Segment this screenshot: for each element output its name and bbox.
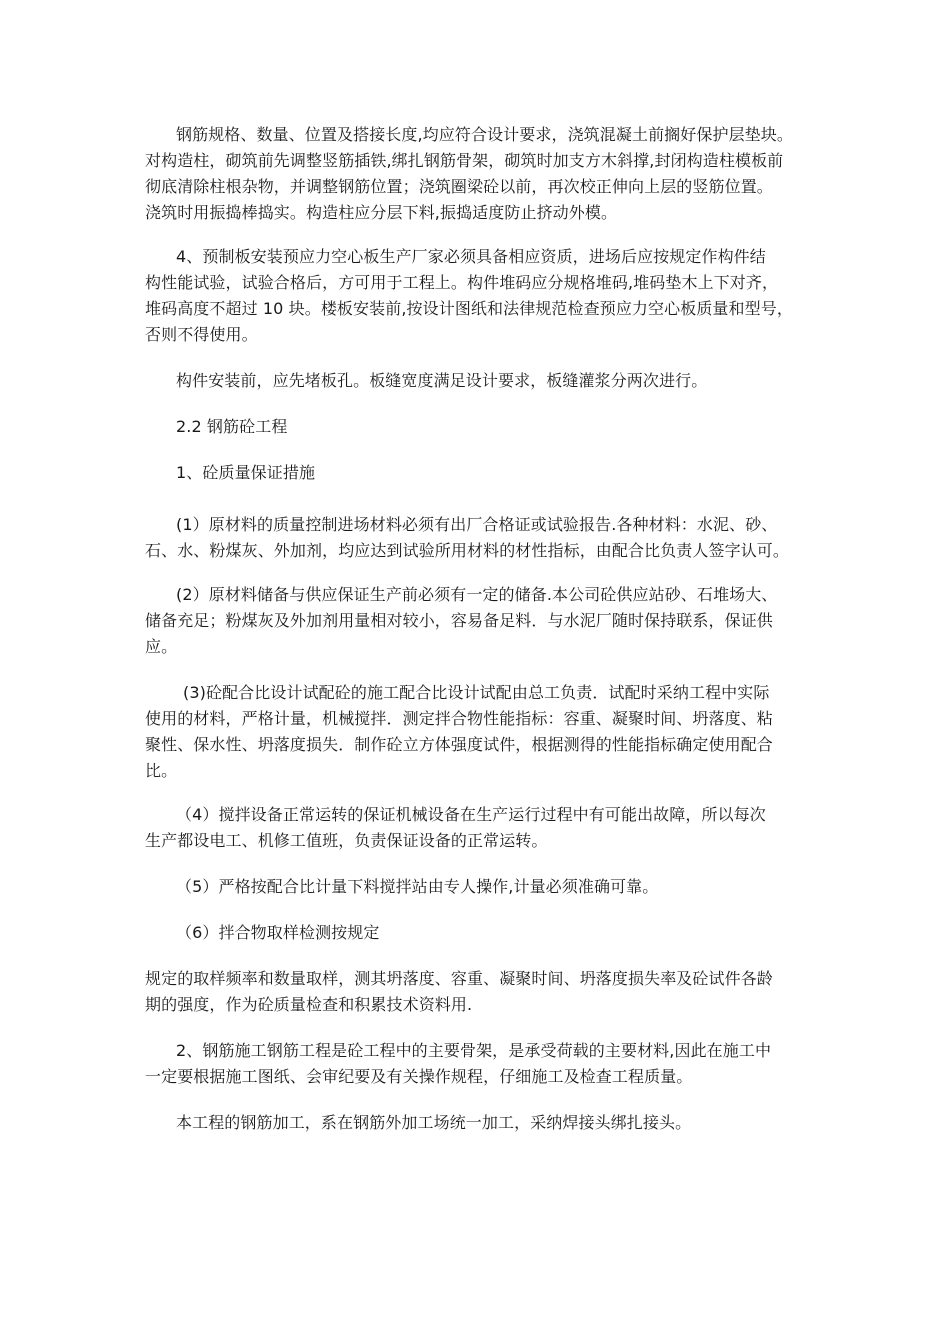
paragraph-line: （6）拌合物取样检测按规定 [176,923,380,942]
paragraph-line: 应。 [145,637,178,656]
paragraph-line: 本工程的钢筋加工，系在钢筋外加工场统一加工，采纳焊接头绑扎接头。 [176,1113,692,1132]
paragraph-line: 彻底清除柱根杂物，并调整钢筋位置；浇筑圈梁砼以前，再次校正伸向上层的竖筋位置。 [145,177,773,196]
paragraph-line: 比。 [145,761,178,780]
paragraph-line: 聚性、保水性、坍落度损失．制作砼立方体强度试件，根据测得的性能指标确定使用配合 [145,735,773,754]
paragraph-line: 钢筋规格、数量、位置及搭接长度,均应符合设计要求，浇筑混凝土前搁好保护层垫块。 [176,125,793,144]
paragraph-line: 4、预制板安装预应力空心板生产厂家必须具备相应资质，进场后应按规定作构件结 [176,247,766,266]
paragraph-line: 浇筑时用振捣棒捣实。构造柱应分层下料,振捣适度防止挤动外模。 [145,203,618,222]
paragraph-line: 对构造柱，砌筑前先调整竖筋插铁,绑扎钢筋骨架，砌筑时加支方木斜撑,封闭构造柱模板前 [145,151,784,170]
paragraph-line: 期的强度，作为砼质量检查和积累技术资料用. [145,995,473,1014]
paragraph-line: 使用的材料，严格计量，机械搅拌．测定拌合物性能指标：容重、凝聚时间、坍落度、粘 [145,709,773,728]
paragraph-line: （4）搅拌设备正常运转的保证机械设备在生产运行过程中有可能出故障，所以每次 [176,805,766,824]
section-heading: 2.2 钢筋砼工程 [176,417,288,436]
paragraph-line: 构件安装前，应先堵板孔。板缝宽度满足设计要求，板缝灌浆分两次进行。 [176,371,708,390]
paragraph-line: (2）原材料储备与供应保证生产前必须有一定的储备.本公司砼供应站砂、石堆场大、 [176,585,778,604]
paragraph-line: (3)砼配合比设计试配砼的施工配合比设计试配由总工负责．试配时采纳工程中实际 [183,683,770,702]
paragraph-line: （5）严格按配合比计量下料搅拌站由专人操作,计量必须准确可靠。 [176,877,659,896]
paragraph-line: 生产都设电工、机修工值班，负责保证设备的正常运转。 [145,831,548,850]
paragraph-line: 储备充足；粉煤灰及外加剂用量相对较小，容易备足料．与水泥厂随时保持联系，保证供 [145,611,773,630]
paragraph-line: 2、钢筋施工钢筋工程是砼工程中的主要骨架，是承受荷载的主要材料,因此在施工中 [176,1041,772,1060]
paragraph-line: 堆码高度不超过 10 块。楼板安装前,按设计图纸和法律规范检查预应力空心板质量和型号， [145,299,793,318]
paragraph-line: 构性能试验，试验合格后，方可用于工程上。构件堆码应分规格堆码,堆码垫木上下对齐， [145,273,779,292]
paragraph-line: 否则不得使用。 [145,325,258,344]
sub-heading: 1、砼质量保证措施 [176,463,316,482]
paragraph-line: 石、水、粉煤灰、外加剂，均应达到试验所用材料的材性指标，由配合比负责人签字认可。 [145,541,790,560]
paragraph-line: (1）原材料的质量控制进场材料必须有出厂合格证或试验报告.各种材料：水泥、砂、 [176,515,778,534]
paragraph-line: 规定的取样频率和数量取样，测其坍落度、容重、凝聚时间、坍落度损失率及砼试件各龄 [145,969,773,988]
paragraph-line: 一定要根据施工图纸、会审纪要及有关操作规程，仔细施工及检查工程质量。 [145,1067,693,1086]
